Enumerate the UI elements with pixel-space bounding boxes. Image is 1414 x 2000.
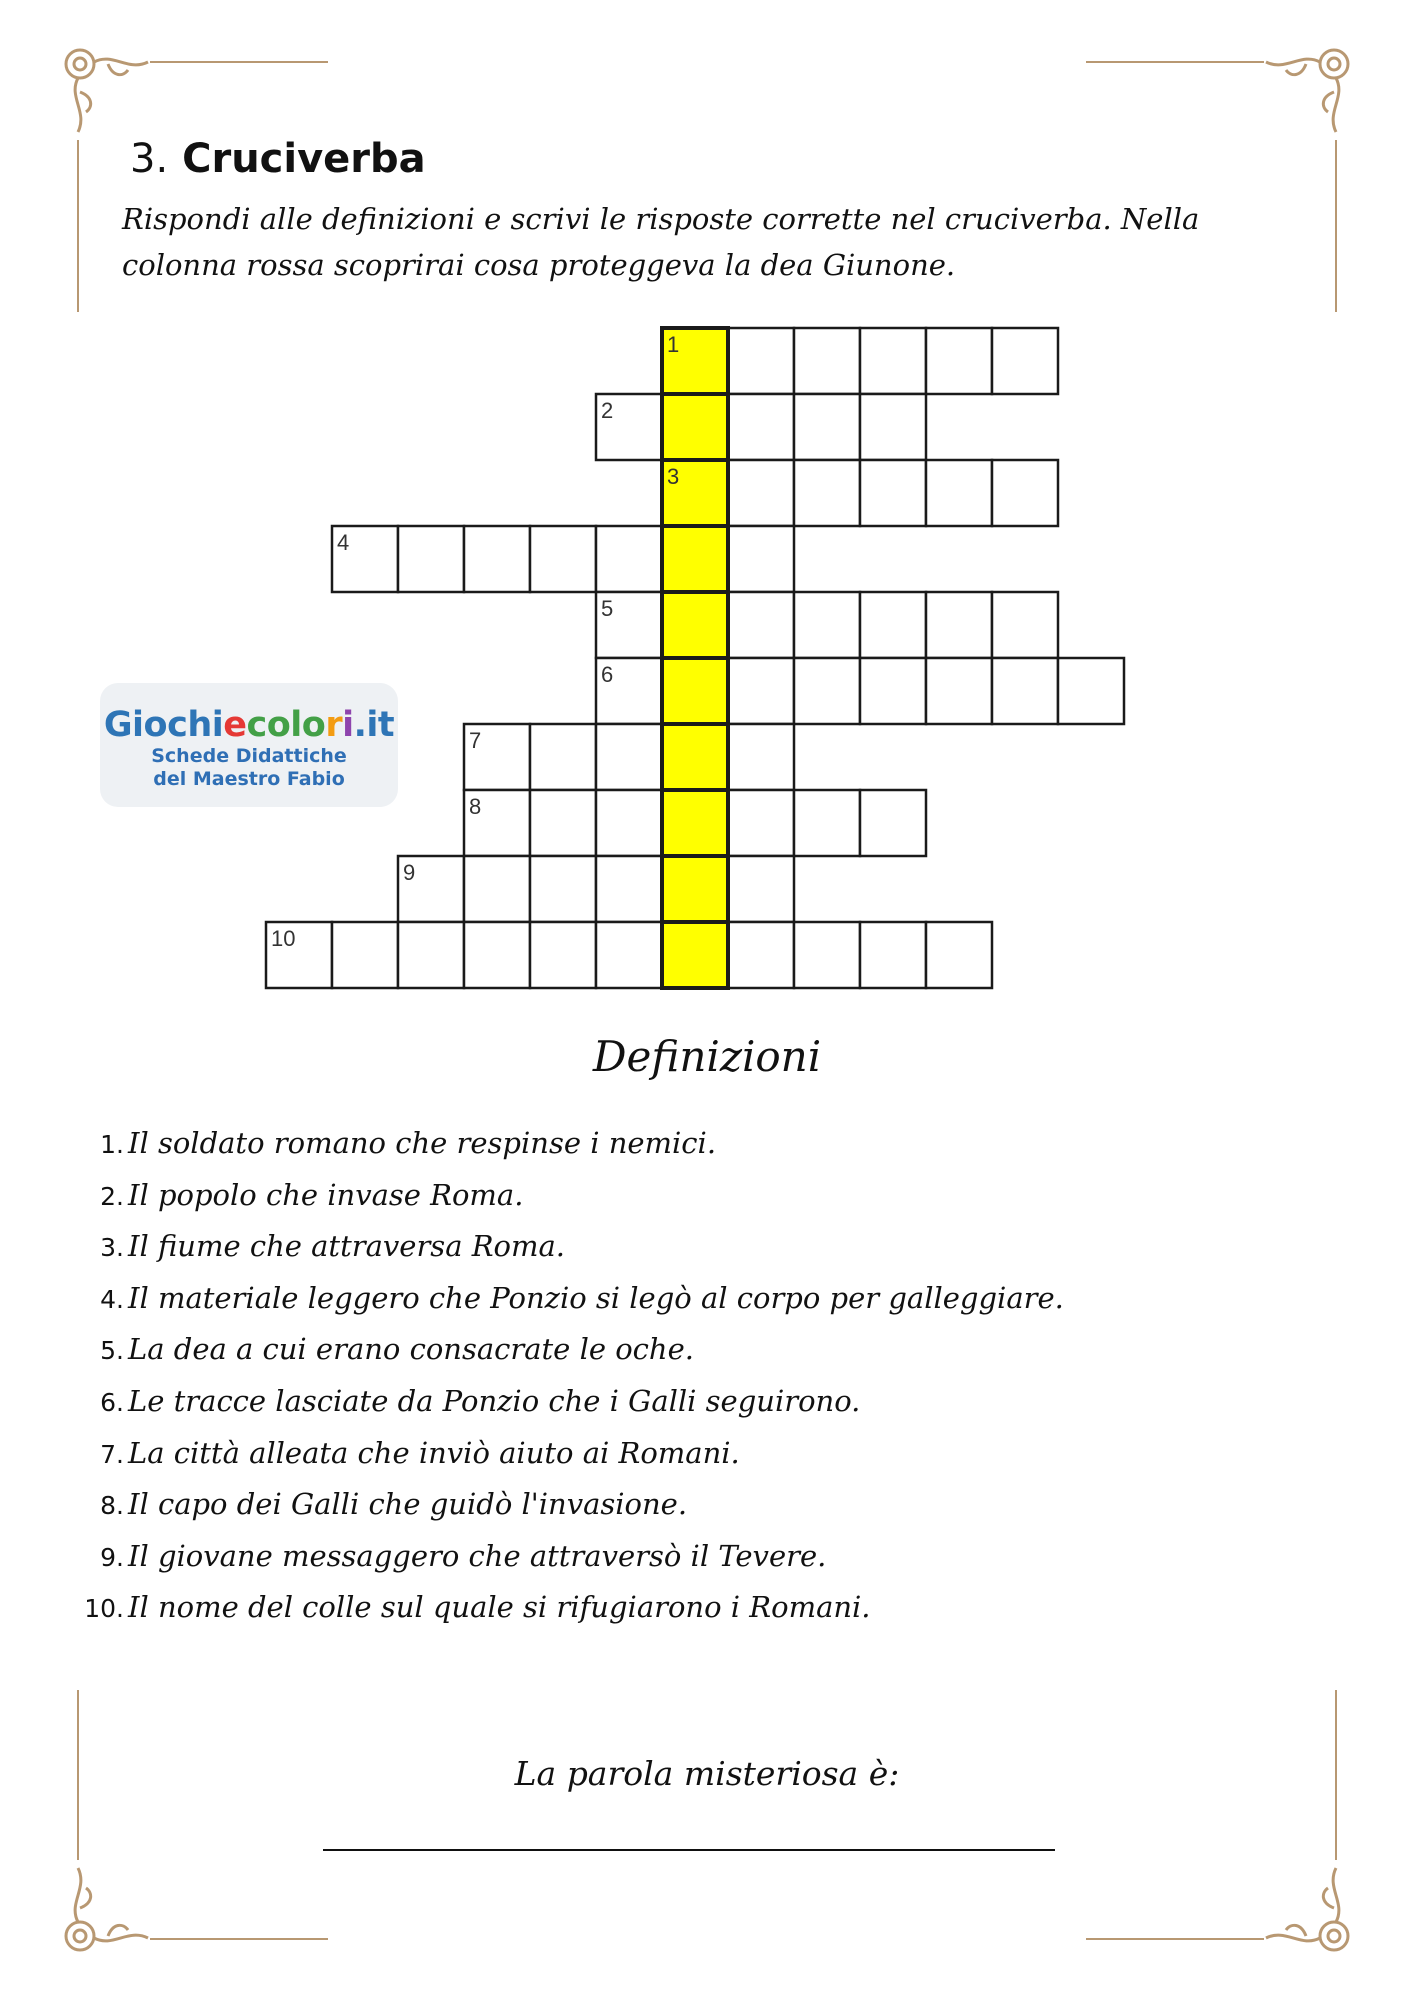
- definition-item: [78, 1118, 1278, 1170]
- clue-number: 6: [601, 662, 614, 687]
- definition-item: [78, 1582, 1278, 1634]
- crossword-cell[interactable]: [728, 460, 794, 526]
- logo-brand-part: .it: [353, 705, 395, 745]
- crossword-cell[interactable]: [794, 460, 860, 526]
- definition-text: Il giovane messaggero che attraversò il Tevere.: [128, 1538, 827, 1573]
- crossword-cell[interactable]: [464, 922, 530, 988]
- crossword-cell[interactable]: [992, 658, 1058, 724]
- definition-item: [78, 1170, 1278, 1222]
- crossword-cell[interactable]: [1058, 658, 1124, 724]
- crossword-cell[interactable]: [596, 790, 662, 856]
- logo-subtitle-line1: Schede Didattiche: [151, 745, 347, 767]
- definition-text: Il popolo che invase Roma.: [128, 1177, 524, 1212]
- definition-text: Il soldato romano che respinse i nemici.: [128, 1126, 717, 1160]
- crossword-cell[interactable]: [596, 922, 662, 988]
- clue-number: 9: [403, 860, 416, 885]
- crossword-cell[interactable]: [794, 592, 860, 658]
- definition-item: [78, 1428, 1278, 1480]
- crossword-cell[interactable]: [926, 592, 992, 658]
- clue-number: 2: [601, 398, 614, 423]
- crossword-cell[interactable]: [728, 790, 794, 856]
- definition-number: 10.: [84, 1594, 124, 1624]
- crossword-cell[interactable]: [728, 724, 794, 790]
- crossword-cell[interactable]: [530, 856, 596, 922]
- crossword-cell[interactable]: [728, 922, 794, 988]
- crossword-cell[interactable]: [728, 526, 794, 592]
- crossword-cell-highlight[interactable]: [662, 394, 728, 460]
- definition-text: Il fiume che attraversa Roma.: [128, 1229, 565, 1264]
- logo-brand-part: i: [342, 705, 354, 745]
- definition-number: 2.: [100, 1181, 124, 1211]
- crossword-cell[interactable]: [794, 658, 860, 724]
- definitions-title: Definizioni: [592, 1032, 822, 1081]
- crossword-cell[interactable]: [530, 922, 596, 988]
- crossword-cell[interactable]: [860, 394, 926, 460]
- exercise-title-text: Cruciverba: [182, 136, 426, 182]
- definition-item: [78, 1376, 1278, 1428]
- clue-number: 3: [667, 464, 680, 489]
- definition-text: Il materiale leggero che Ponzio si legò al corpo per galleggiare.: [128, 1280, 1064, 1315]
- crossword-cell[interactable]: [596, 526, 662, 592]
- crossword-cell[interactable]: [728, 328, 794, 394]
- crossword-cell[interactable]: [728, 394, 794, 460]
- crossword-cell-highlight[interactable]: [662, 856, 728, 922]
- crossword-cell[interactable]: [860, 658, 926, 724]
- clue-number: 7: [469, 728, 482, 753]
- logo: [100, 683, 398, 807]
- crossword-cell[interactable]: [860, 460, 926, 526]
- crossword-cell[interactable]: [596, 724, 662, 790]
- crossword-cell[interactable]: [926, 922, 992, 988]
- crossword-cell[interactable]: [860, 790, 926, 856]
- crossword-cell-highlight[interactable]: [662, 922, 728, 988]
- logo-brand: [100, 705, 398, 745]
- logo-subtitle-line2: del Maestro Fabio: [153, 768, 345, 790]
- exercise-number: 3.: [130, 136, 169, 182]
- definition-number: 7.: [100, 1439, 124, 1469]
- crossword-cell[interactable]: [992, 460, 1058, 526]
- clue-number: 8: [469, 794, 482, 819]
- crossword-cell[interactable]: [794, 394, 860, 460]
- definition-text: Il capo dei Galli che guidò l'invasione.: [128, 1487, 688, 1522]
- definition-number: 4.: [100, 1284, 124, 1314]
- mystery-word-label: La parola misteriosa è:: [514, 1754, 900, 1793]
- crossword-cell[interactable]: [398, 526, 464, 592]
- ornament-bottom-right-icon: [1236, 1838, 1356, 1958]
- crossword-cell[interactable]: [794, 922, 860, 988]
- crossword-cell[interactable]: [728, 592, 794, 658]
- crossword-cell[interactable]: [794, 328, 860, 394]
- crossword-cell[interactable]: [728, 658, 794, 724]
- crossword-cell[interactable]: [860, 592, 926, 658]
- clue-number: 1: [667, 332, 680, 357]
- crossword-cell[interactable]: [860, 328, 926, 394]
- definition-number: 3.: [100, 1233, 124, 1263]
- definition-item: [78, 1479, 1278, 1531]
- crossword-cell-highlight[interactable]: [662, 790, 728, 856]
- crossword-cell[interactable]: [464, 856, 530, 922]
- definition-number: 6.: [100, 1387, 124, 1417]
- crossword-cell[interactable]: [530, 724, 596, 790]
- answer-line[interactable]: [323, 1849, 1055, 1851]
- definition-text: La città alleata che inviò aiuto ai Romani.: [128, 1435, 740, 1470]
- crossword-cell[interactable]: [992, 328, 1058, 394]
- crossword-cell[interactable]: [992, 592, 1058, 658]
- crossword-cell[interactable]: [464, 526, 530, 592]
- crossword-cell[interactable]: [926, 460, 992, 526]
- crossword-cell-highlight[interactable]: [662, 658, 728, 724]
- definition-number: 8.: [100, 1491, 124, 1521]
- definition-item: [78, 1273, 1278, 1325]
- logo-brand-part: colo: [246, 705, 326, 745]
- crossword-cell[interactable]: [794, 790, 860, 856]
- definition-number: 9.: [100, 1542, 124, 1572]
- definition-number: 5.: [100, 1336, 124, 1366]
- crossword-cell[interactable]: [860, 922, 926, 988]
- logo-brand-part: r: [325, 705, 343, 745]
- crossword-cell[interactable]: [332, 922, 398, 988]
- definition-text: Il nome del colle sul quale si rifugiarono i Romani.: [128, 1590, 871, 1625]
- definition-item: [78, 1221, 1278, 1273]
- definition-item: [78, 1324, 1278, 1376]
- definition-item: [78, 1531, 1278, 1583]
- crossword-cell[interactable]: [926, 658, 992, 724]
- crossword-cell-highlight[interactable]: [662, 526, 728, 592]
- definition-number: 1.: [100, 1130, 124, 1159]
- crossword-cell-highlight[interactable]: [662, 592, 728, 658]
- definition-text: Le tracce lasciate da Ponzio che i Galli seguirono.: [128, 1383, 861, 1418]
- ornament-bottom-left-icon: [58, 1838, 178, 1958]
- instructions: Rispondi alle definizioni e scrivi le risposte corrette nel cruciverba. Nella colonna rossa scoprirai cosa proteggeva la dea Giunone.: [122, 202, 1200, 282]
- crossword-cell-highlight[interactable]: [662, 724, 728, 790]
- crossword-cell[interactable]: [596, 856, 662, 922]
- crossword-cell[interactable]: [728, 856, 794, 922]
- crossword-cell[interactable]: [398, 922, 464, 988]
- logo-brand-part: Giochi: [103, 705, 224, 745]
- clue-number: 4: [337, 530, 350, 555]
- crossword-cell[interactable]: [530, 790, 596, 856]
- crossword-cell[interactable]: [926, 328, 992, 394]
- definition-text: La dea a cui erano consacrate le oche.: [128, 1332, 694, 1367]
- clue-number: 5: [601, 596, 614, 621]
- definitions-list: [78, 1118, 1278, 1634]
- crossword-cell[interactable]: [530, 526, 596, 592]
- logo-brand-part: e: [223, 705, 247, 745]
- clue-number: 10: [271, 926, 296, 951]
